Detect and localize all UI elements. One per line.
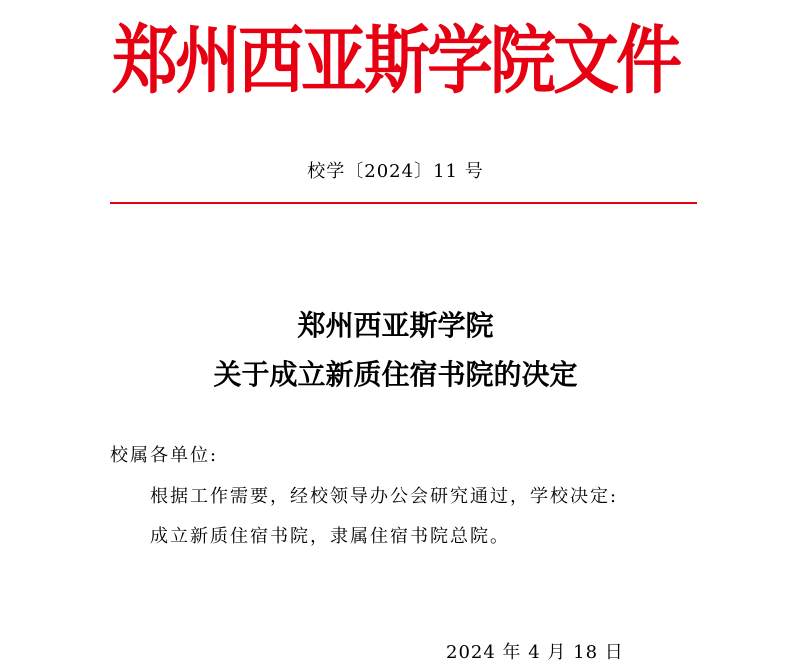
- red-divider-line: [110, 202, 697, 204]
- document-date: 2024 年 4 月 18 日: [446, 642, 624, 663]
- body-paragraph: 根据工作需要，经校领导办公会研究通过，学校决定:: [150, 486, 619, 507]
- document-number: 校学〔2024〕11 号: [307, 161, 484, 182]
- body-paragraph: 成立新质住宿书院，隶属住宿书院总院。: [150, 526, 510, 547]
- salutation: 校属各单位:: [110, 445, 219, 466]
- document-title-line-1: 郑州西亚斯学院: [297, 309, 494, 342]
- document-title-line-2: 关于成立新质住宿书院的决定: [213, 358, 578, 391]
- document-header-title: 郑州西亚斯学院文件: [112, 16, 679, 104]
